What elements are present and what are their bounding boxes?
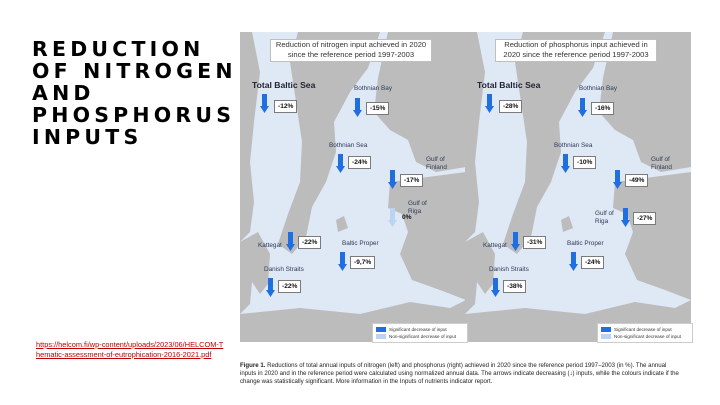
title-line: AND	[32, 81, 95, 105]
gulf-riga-value: 0%	[402, 214, 412, 221]
down-arrow-icon	[260, 94, 269, 113]
down-arrow-icon	[336, 154, 345, 173]
baltic-proper-value: -24%	[581, 256, 604, 269]
legend-swatch	[601, 334, 611, 339]
down-arrow-icon	[491, 278, 500, 297]
title-line: REDUCTION	[32, 37, 205, 61]
total-baltic-value: -12%	[274, 100, 297, 113]
caption-label: Figure 1.	[240, 362, 266, 369]
down-arrow-icon	[338, 252, 347, 271]
down-arrow-icon	[578, 98, 587, 117]
gulf-riga-label: Gulf of Riga	[408, 200, 427, 215]
baltic-proper-label: Baltic Proper	[567, 240, 604, 247]
down-arrow-icon	[561, 154, 570, 173]
legend-swatch	[376, 327, 386, 332]
map-legend	[372, 323, 468, 343]
baltic-proper-label: Baltic Proper	[342, 240, 379, 247]
down-arrow-icon	[353, 98, 362, 117]
danish-straits-label: Danish Straits	[264, 266, 304, 273]
legend-swatch	[376, 334, 386, 339]
bothnian-sea-value: -10%	[573, 156, 596, 169]
map-legend	[597, 323, 693, 343]
bothnian-bay-label: Bothnian Bay	[579, 85, 618, 92]
gulf-riga-value: -27%	[633, 212, 656, 225]
down-arrow-icon	[621, 208, 630, 227]
bothnian-sea-value: -24%	[348, 156, 371, 169]
kattegat-value: -31%	[523, 236, 546, 249]
legend-swatch	[601, 327, 611, 332]
bothnian-sea-label: Bothnian Sea	[554, 142, 593, 149]
down-arrow-icon	[511, 232, 520, 251]
kattegat-label: Kattegat	[483, 242, 507, 249]
legend-non-significant	[376, 333, 464, 340]
down-arrow-icon	[569, 252, 578, 271]
baltic-proper-value: -9,7%	[350, 256, 375, 269]
bothnian-bay-value: -16%	[591, 102, 614, 115]
down-arrow-icon	[613, 170, 622, 189]
nitrogen-map	[240, 32, 466, 342]
bothnian-sea-label: Bothnian Sea	[329, 142, 368, 149]
down-arrow-icon	[485, 94, 494, 113]
gulf-riga-label: Gulf of Riga	[595, 210, 614, 225]
down-arrow-icon	[286, 232, 295, 251]
total-baltic-label: Total Baltic Sea	[252, 80, 316, 90]
danish-straits-value: -22%	[278, 280, 301, 293]
gulf-finland-label: Gulf of Finland	[651, 156, 672, 171]
figure	[240, 32, 681, 385]
total-baltic-label: Total Baltic Sea	[477, 80, 541, 90]
source-link[interactable]: https://helcom.fi/wp-content/uploads/2023/06/HELCOM-Thematic-assessment-of-eutrophication-2016-2021.pdf	[36, 340, 224, 359]
legend-significant	[601, 326, 689, 333]
title-line: INPUTS	[32, 125, 143, 149]
caption-text: Reductions of total annual inputs of nitrogen (left) and phosphorus (right) achieved in 2020 since the reference period 1997–2003 (in %). The annual inputs in 2020 and in the reference period were calculated using normalized annual data. The arrows indicate decreasing (↓) inputs, while the colours indicate if the change was statistically significant. More information in the Inputs of nutrients indicator report.	[240, 362, 679, 385]
bothnian-bay-label: Bothnian Bay	[354, 85, 393, 92]
legend-significant	[376, 326, 464, 333]
legend-label: Non-significant decrease of input	[389, 334, 456, 339]
title-line: PHOSPHORUS	[32, 103, 236, 127]
kattegat-value: -22%	[298, 236, 321, 249]
down-arrow-icon	[388, 208, 397, 227]
phosphorus-map	[465, 32, 691, 342]
down-arrow-icon	[388, 170, 397, 189]
danish-straits-label: Danish Straits	[489, 266, 529, 273]
title-line: OF NITROGEN	[32, 59, 237, 83]
legend-non-significant	[601, 333, 689, 340]
map-title: Reduction of phosphorus input achieved in 2020 since the reference period 1997-2003	[495, 39, 657, 62]
slide-title	[32, 38, 252, 148]
danish-straits-value: -38%	[503, 280, 526, 293]
down-arrow-icon	[266, 278, 275, 297]
gulf-finland-label: Gulf of Finland	[426, 156, 447, 171]
total-baltic-value: -28%	[499, 100, 522, 113]
figure-caption	[240, 362, 680, 386]
legend-label: Significant decrease of input	[389, 327, 447, 332]
kattegat-label: Kattegat	[258, 242, 282, 249]
map-title: Reduction of nitrogen input achieved in 2020 since the reference period 1997-2003	[270, 39, 432, 62]
legend-label: Significant decrease of input	[614, 327, 672, 332]
bothnian-bay-value: -15%	[366, 102, 389, 115]
gulf-finland-value: -17%	[400, 174, 423, 187]
legend-label: Non-significant decrease of input	[614, 334, 681, 339]
gulf-finland-value: -49%	[625, 174, 648, 187]
